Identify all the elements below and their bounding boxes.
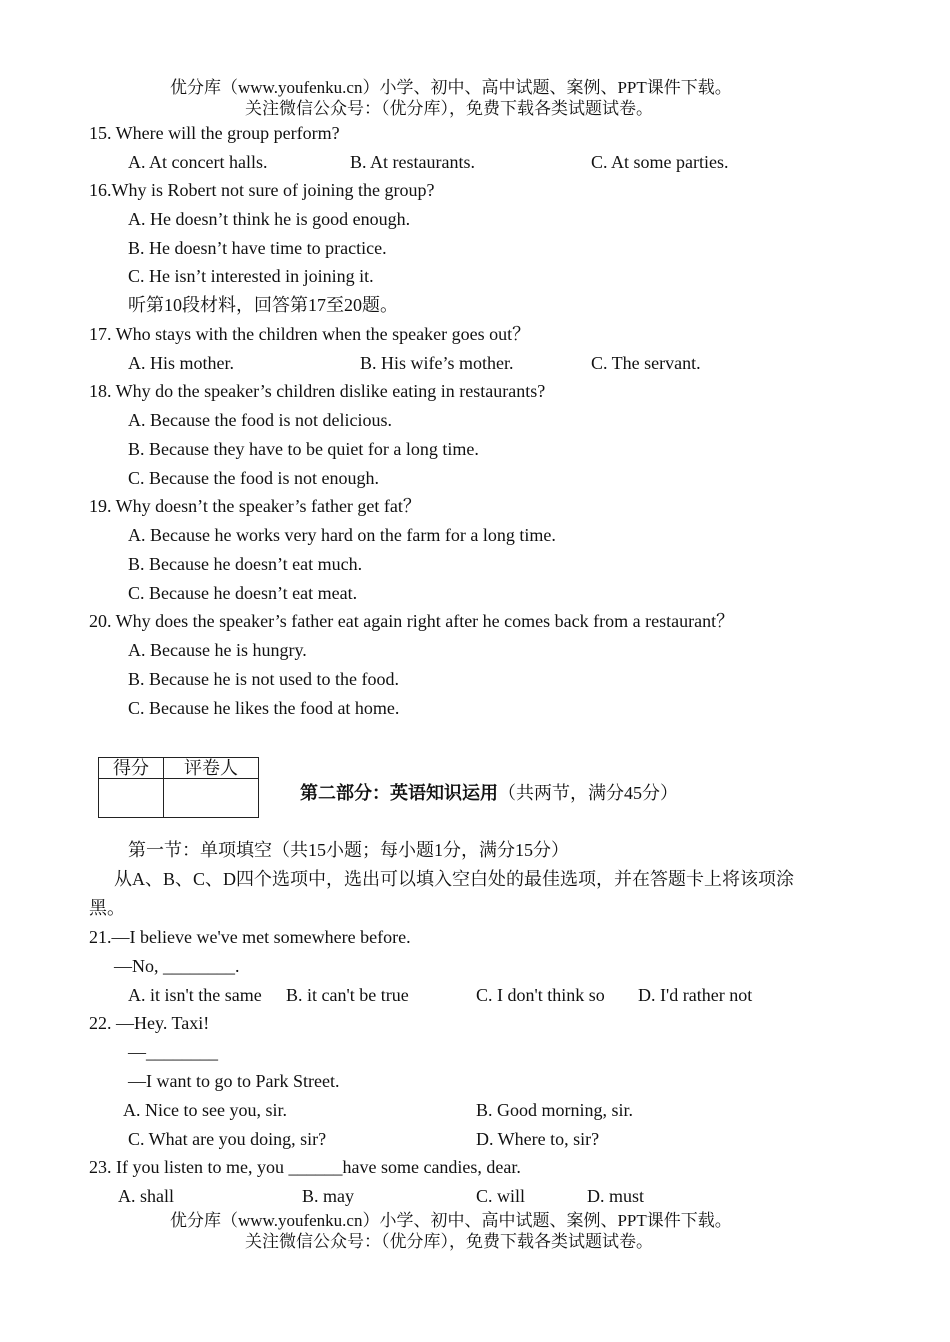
question-21-line-1: 21.—I believe we've met somewhere before. — [89, 927, 411, 947]
question-17-option-c: C. The servant. — [591, 353, 701, 373]
question-21-option-c: C. I don't think so — [476, 985, 605, 1005]
question-22-option-a: A. Nice to see you, sir. — [123, 1100, 287, 1120]
question-18-option-a: A. Because the food is not delicious. — [128, 410, 392, 430]
question-22-option-d: D. Where to, sir? — [476, 1129, 600, 1149]
question-21-option-d: D. I'd rather not — [638, 985, 753, 1005]
page-footer-line-2: 关注微信公众号：（优分库），免费下载各类试题试卷。 — [245, 1232, 653, 1251]
question-22-line-3: —I want to go to Park Street. — [128, 1071, 340, 1091]
question-16-option-b: B. He doesn’t have time to practice. — [128, 238, 387, 258]
question-22-line-2: —________ — [128, 1042, 218, 1062]
question-15-option-a: A. At concert halls. — [128, 152, 268, 172]
question-16-option-a: A. He doesn’t think he is good enough. — [128, 209, 411, 229]
question-22-line-1: 22. —Hey. Taxi! — [89, 1013, 210, 1033]
question-20-stem: 20. Why does the speaker’s father eat again right after he comes back from a restaurant？ — [89, 611, 735, 631]
question-19-option-b: B. Because he doesn’t eat much. — [128, 554, 363, 574]
question-20-option-c: C. Because he likes the food at home. — [128, 698, 400, 718]
question-21-option-a: A. it isn't the same — [128, 985, 262, 1005]
grader-cell[interactable] — [164, 779, 259, 818]
question-21-line-2: —No, ________. — [114, 956, 240, 976]
instruction-line-1: 从A、B、C、D四个选项中，选出可以填入空白处的最佳选项，并在答题卡上将该项涂 — [114, 869, 795, 889]
question-22-option-b: B. Good morning, sir. — [476, 1100, 634, 1120]
page-header-line-2: 关注微信公众号：（优分库），免费下载各类试题试卷。 — [245, 99, 653, 118]
question-18-option-b: B. Because they have to be quiet for a long time. — [128, 439, 479, 459]
question-19-stem: 19. Why doesn’t the speaker’s father get fat？ — [89, 496, 421, 516]
section-1-heading: 第一节：单项填空（共15小题；每小题1分，满分15分） — [128, 840, 569, 860]
question-16-option-c: C. He isn’t interested in joining it. — [128, 266, 374, 286]
grader-header: 评卷人 — [164, 758, 259, 779]
part-2-heading — [300, 782, 678, 804]
part-2-title: 第二部分：英语知识运用 — [300, 783, 498, 803]
question-17-option-a: A. His mother. — [128, 353, 234, 373]
question-23-stem: 23. If you listen to me, you ______have some candies, dear. — [89, 1157, 521, 1177]
question-19-option-c: C. Because he doesn’t eat meat. — [128, 583, 358, 603]
question-15-stem: 15. Where will the group perform? — [89, 123, 340, 143]
question-16-stem: 16.Why is Robert not sure of joining the group? — [89, 180, 435, 200]
question-15-option-c: C. At some parties. — [591, 152, 729, 172]
page-footer-line-1: 优分库（www.youfenku.cn）小学、初中、高中试题、案例、PPT课件下载。 — [170, 1211, 732, 1230]
score-table — [98, 757, 259, 818]
question-21-option-b: B. it can't be true — [286, 985, 409, 1005]
question-18-stem: 18. Why do the speaker’s children dislike eating in restaurants? — [89, 381, 546, 401]
section-10-instruction: 听第10段材料，回答第17至20题。 — [128, 295, 398, 315]
question-19-option-a: A. Because he works very hard on the farm for a long time. — [128, 525, 556, 545]
question-18-option-c: C. Because the food is not enough. — [128, 468, 379, 488]
score-cell[interactable] — [99, 779, 164, 818]
question-23-option-d: D. must — [587, 1186, 645, 1206]
score-header: 得分 — [99, 758, 164, 779]
question-15-option-b: B. At restaurants. — [350, 152, 475, 172]
part-2-note: （共两节，满分45分） — [498, 783, 678, 803]
page-header-line-1: 优分库（www.youfenku.cn）小学、初中、高中试题、案例、PPT课件下载。 — [170, 78, 732, 97]
question-22-option-c: C. What are you doing, sir? — [128, 1129, 327, 1149]
question-20-option-b: B. Because he is not used to the food. — [128, 669, 399, 689]
question-20-option-a: A. Because he is hungry. — [128, 640, 307, 660]
question-17-stem: 17. Who stays with the children when the speaker goes out？ — [89, 324, 531, 344]
question-23-option-b: B. may — [302, 1186, 354, 1206]
question-23-option-c: C. will — [476, 1186, 526, 1206]
question-17-option-b: B. His wife’s mother. — [360, 353, 514, 373]
question-23-option-a: A. shall — [118, 1186, 174, 1206]
instruction-line-2: 黑。 — [89, 898, 125, 918]
